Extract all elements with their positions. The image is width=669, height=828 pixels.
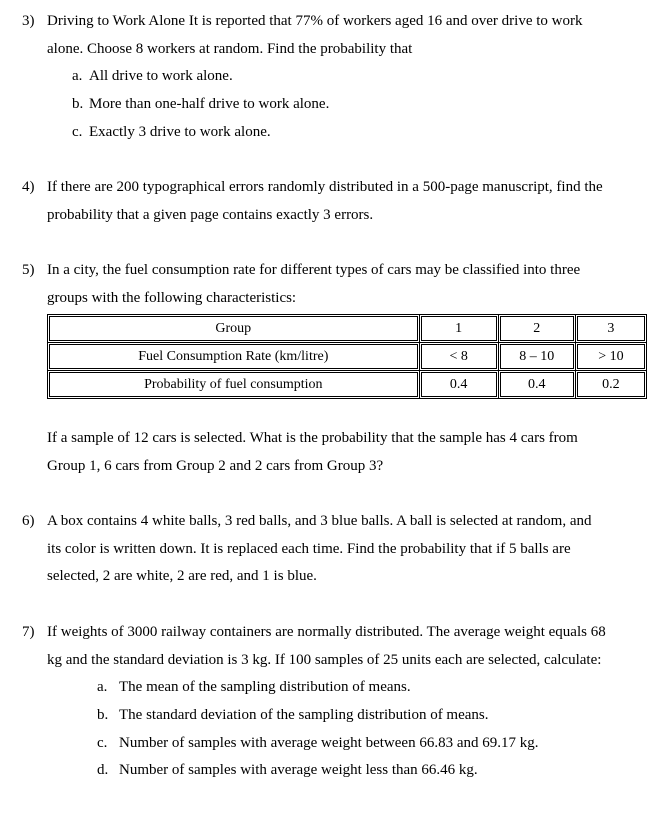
fuel-consumption-table (47, 314, 647, 399)
q3-item-b-label: b. (72, 96, 84, 112)
q3-text-line1: Driving to Work Alone It is reported that 77% of workers aged 16 and over drive to work (47, 13, 583, 29)
q7-item-d-label: d. (97, 762, 109, 778)
table-cell: 0.2 (575, 371, 646, 399)
table-cell: Group (48, 315, 420, 343)
q5-number: 5) (22, 262, 35, 278)
table-cell: 2 (498, 315, 575, 343)
q4-number: 4) (22, 179, 35, 195)
table-cell: Fuel Consumption Rate (km/litre) (48, 343, 420, 371)
q4-text-line1: If there are 200 typographical errors randomly distributed in a 500-page manuscript, find the (47, 179, 603, 195)
q5-after-line1: If a sample of 12 cars is selected. What is the probability that the sample has 4 cars from (47, 430, 578, 446)
q7-item-d-text: Number of samples with average weight less than 66.46 kg. (119, 762, 478, 778)
q7-item-b-label: b. (97, 707, 109, 723)
q7-item-a-label: a. (97, 679, 108, 695)
q5-text-line1: In a city, the fuel consumption rate for different types of cars may be classified into three (47, 262, 581, 278)
q5-text-line2: groups with the following characteristics: (47, 290, 297, 306)
table-cell: 1 (419, 315, 498, 343)
table-row-rate (48, 343, 647, 371)
q3-number: 3) (22, 13, 35, 29)
table-cell: 8 – 10 (498, 343, 575, 371)
q3-item-a-label: a. (72, 68, 83, 84)
q7-number: 7) (22, 624, 35, 640)
table-cell: 0.4 (419, 371, 498, 399)
q7-item-c-label: c. (97, 735, 108, 751)
table-cell: > 10 (575, 343, 646, 371)
q3-text-line2: alone. Choose 8 workers at random. Find the probability that (47, 41, 413, 57)
q7-text-line1: If weights of 3000 railway containers are normally distributed. The average weight equals 68 (47, 624, 606, 640)
q7-text-line2: kg and the standard deviation is 3 kg. If 100 samples of 25 units each are selected, calculate: (47, 652, 602, 668)
q3-item-c-text: Exactly 3 drive to work alone. (89, 124, 271, 140)
q7-item-a-text: The mean of the sampling distribution of means. (119, 679, 411, 695)
table-cell: Probability of fuel consumption (48, 371, 420, 399)
q5-after-line2: Group 1, 6 cars from Group 2 and 2 cars from Group 3? (47, 458, 384, 474)
table-row-probability (48, 371, 647, 399)
q7-item-b-text: The standard deviation of the sampling distribution of means. (119, 707, 489, 723)
q3-item-a-text: All drive to work alone. (89, 68, 233, 84)
table-row-group (48, 315, 647, 343)
table-cell: 3 (575, 315, 646, 343)
q6-text-line1: A box contains 4 white balls, 3 red balls, and 3 blue balls. A ball is selected at random, and (47, 513, 592, 529)
q6-text-line3: selected, 2 are white, 2 are red, and 1 is blue. (47, 568, 317, 584)
q3-item-b-text: More than one-half drive to work alone. (89, 96, 330, 112)
q3-item-c-label: c. (72, 124, 83, 140)
q4-text-line2: probability that a given page contains exactly 3 errors. (47, 207, 374, 223)
table-cell: 0.4 (498, 371, 575, 399)
q7-item-c-text: Number of samples with average weight between 66.83 and 69.17 kg. (119, 735, 539, 751)
q6-text-line2: its color is written down. It is replaced each time. Find the probability that if 5 balls are (47, 541, 571, 557)
table-cell: < 8 (419, 343, 498, 371)
q6-number: 6) (22, 513, 35, 529)
